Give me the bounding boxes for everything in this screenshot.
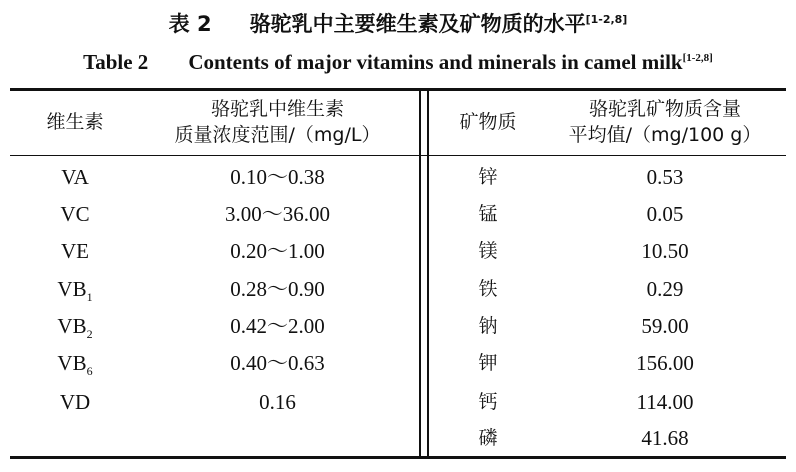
column-divider-left xyxy=(419,91,421,456)
citation-ref-en: [1-2,8] xyxy=(682,52,713,64)
mineral-value: 10.50 xyxy=(641,239,689,263)
column-divider-right xyxy=(427,91,429,456)
vitamin-range: 0.40～0.63 xyxy=(230,351,325,375)
mineral-value: 0.05 xyxy=(646,202,684,226)
table-title-cn xyxy=(0,8,796,38)
header-vitamin: 维生素 xyxy=(46,111,104,133)
vitamin-name: $VB_6$ xyxy=(57,351,93,379)
vitamin-range: 0.10～0.38 xyxy=(230,165,325,189)
header-vitamin-range-2: 质量浓度范围/（mg/L） xyxy=(174,124,381,146)
table-title-en-text: Contents of major vitamins and minerals in camel milk xyxy=(188,50,683,74)
header-rule xyxy=(10,155,786,156)
mineral-name: 钙 xyxy=(478,391,498,413)
header-mineral: 矿物质 xyxy=(459,111,517,133)
mineral-name: 锌 xyxy=(478,166,498,188)
vitamin-range: 3.00～36.00 xyxy=(225,202,330,226)
mineral-value: 156.00 xyxy=(636,351,694,375)
mineral-name: 钾 xyxy=(478,352,498,374)
citation-ref-cn: [1-2,8] xyxy=(585,13,628,26)
table-title-en xyxy=(0,50,796,75)
header-vitamin-range-1: 骆驼乳中维生素 xyxy=(210,98,344,120)
vitamin-range: 0.20～1.00 xyxy=(230,239,325,263)
vitamin-range: 0.16 xyxy=(259,390,296,414)
top-rule xyxy=(10,88,786,91)
vitamin-range: 0.28～0.90 xyxy=(230,277,325,301)
table-number-en: Table 2 xyxy=(83,50,149,74)
vitamin-name: VA xyxy=(61,165,89,189)
mineral-name: 铁 xyxy=(478,278,498,300)
mineral-name: 镁 xyxy=(478,240,498,262)
mineral-value: 59.00 xyxy=(641,314,689,338)
table-number-cn: 表 2 xyxy=(168,12,212,36)
bottom-rule xyxy=(10,456,786,459)
mineral-name: 钠 xyxy=(478,315,498,337)
vitamin-name: VE xyxy=(61,239,89,263)
mineral-value: 114.00 xyxy=(636,390,694,414)
vitamin-name: $VB_1$ xyxy=(57,277,93,305)
table-title-cn-text: 骆驼乳中主要维生素及矿物质的水平 xyxy=(249,12,586,36)
mineral-name: 锰 xyxy=(478,203,498,225)
vitamin-name: VC xyxy=(60,202,90,226)
vitamin-range: 0.42～2.00 xyxy=(230,314,325,338)
header-mineral-avg-2: 平均值/（mg/100 g） xyxy=(568,124,762,146)
mineral-value: 0.53 xyxy=(646,165,684,189)
vitamin-name: $VB_2$ xyxy=(57,314,93,342)
vitamin-name: VD xyxy=(59,390,91,414)
mineral-name: 磷 xyxy=(478,427,498,449)
header-mineral-avg-1: 骆驼乳矿物质含量 xyxy=(588,98,741,120)
mineral-value: 41.68 xyxy=(641,426,689,450)
mineral-value: 0.29 xyxy=(646,277,684,301)
